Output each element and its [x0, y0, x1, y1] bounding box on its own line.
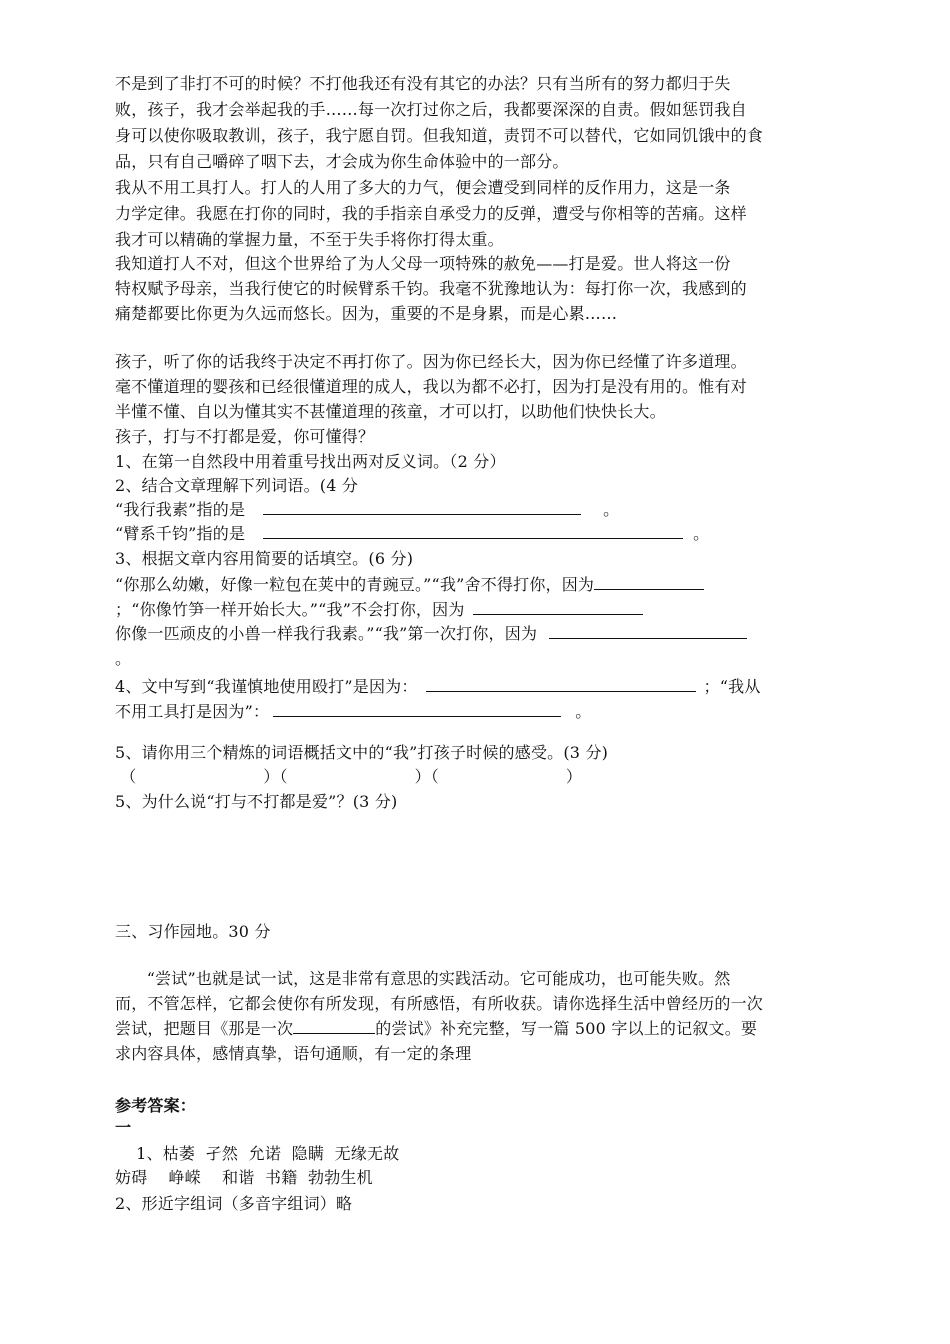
writing-line: “尝试”也就是试一试，这是非常有意思的实践活动。它可能成功，也可能失败。然 [115, 969, 731, 988]
passage-line: 我知道打人不对，但这个世界给了为人父母一项特殊的赦免——打是爱。世人将这一份 [115, 254, 731, 273]
answer-blank[interactable] [263, 523, 683, 539]
question-4: 4、文中写到“我谨慎地使用殴打”是因为： ；“我从 [115, 677, 761, 696]
question-4-line: 不用工具打是因为”： 。 [115, 702, 592, 721]
passage-line: 孩子，听了你的话我终于决定不再打你了。因为你已经长大，因为你已经懂了许多道理。 [115, 352, 747, 371]
question-2b: “臂系千钧”指的是 。 [115, 524, 710, 543]
writing-heading: 三、习作园地。30 分 [115, 922, 271, 941]
writing-line: 尝试，把题目《那是一次 的尝试》补充完整，写一篇 500 字以上的记叙文。要 [115, 1019, 758, 1038]
passage-line: 我从不用工具打人。打人的人用了多大的力气，便会遭受到同样的反作用力，这是一条 [115, 178, 731, 197]
passage-line: 不是到了非打不可的时候？不打他我还有没有其它的办法？只有当所有的努力都归于失 [115, 74, 731, 93]
passage-line: 力学定律。我愿在打你的同时，我的手指亲自承受力的反弹，遭受与你相等的苦痛。这样 [115, 204, 747, 223]
writing-line: 求内容具体，感情真挚，语句通顺，有一定的条理 [115, 1044, 472, 1063]
passage-line: 毫不懂道理的婴孩和已经很懂道理的成人，我以为都不必打，因为打是没有用的。惟有对 [115, 377, 747, 396]
question-2: 2、结合文章理解下列词语。(4 分 [115, 476, 359, 495]
question-5b: 5、为什么说“打与不打都是爱”？(3 分) [115, 792, 398, 811]
passage-line: 孩子，打与不打都是爱，你可懂得？ [115, 427, 375, 446]
passage-line: 特权赋予母亲，当我行使它的时候臂系千钧。我毫不犹豫地认为：每打你一次，我感到的 [115, 279, 747, 298]
answers-heading: 参考答案： [115, 1096, 197, 1115]
answer-blank[interactable] [263, 499, 581, 515]
answer-blank[interactable] [473, 599, 643, 615]
writing-line: 而，不管怎样，它都会使你有所发现，有所感悟，有所收获。请你选择生活中曾经历的一次 [115, 994, 764, 1013]
question-3-line: “你那么幼嫩，好像一粒包在荚中的青豌豆。”“我”舍不得打你，因为 [115, 573, 704, 597]
answer-blank[interactable] [594, 574, 704, 590]
passage-line: 痛楚都要比你更为久远而悠长。因为，重要的不是身累，而是心累…… [115, 304, 618, 323]
question-5a: 5、请你用三个精炼的词语概括文中的“我”打孩子时候的感受。(3 分) [115, 743, 609, 762]
answer-line: 1、枯萎 孑然 允诺 隐瞒 无缘无故 [115, 1144, 400, 1163]
question-1: 1、在第一自然段中用着重号找出两对反义词。（2 分） [115, 452, 506, 471]
question-3-line: 你像一匹顽皮的小兽一样我行我素。”“我”第一次打你，因为 [115, 622, 747, 646]
passage-line: 败，孩子，我才会举起我的手……每一次打过你之后，我都要深深的自责。假如惩罚我自 [115, 100, 747, 119]
title-blank[interactable] [293, 1018, 375, 1034]
question-2a: “我行我素”指的是 。 [115, 500, 620, 519]
answer-blank[interactable] [273, 701, 561, 717]
question-3: 3、根据文章内容用简要的话填空。(6 分) [115, 549, 414, 568]
question-2b-label: “臂系千钧”指的是 [115, 524, 246, 543]
answer-blank[interactable] [549, 623, 747, 639]
question-5a-answer-parens[interactable]: （ ）（ ）（ ） [115, 767, 583, 786]
answer-line: 2、形近字组词（多音字组词）略 [115, 1194, 353, 1213]
question-2a-label: “我行我素”指的是 [115, 500, 246, 519]
question-3-line: 。 [115, 649, 132, 668]
answer-blank[interactable] [426, 676, 696, 692]
passage-line: 我才可以精确的掌握力量，不至于失手将你打得太重。 [115, 230, 504, 249]
passage-line: 身可以使你吸取教训，孩子，我宁愿自罚。但我知道，责罚不可以替代，它如同饥饿中的食 [115, 126, 764, 145]
passage-line: 半懂不懂、自以为懂其实不甚懂道理的孩童，才可以打，以助他们快快长大。 [115, 402, 666, 421]
answers-section: 一 [115, 1118, 132, 1137]
passage-line: 品，只有自己嚼碎了咽下去，才会成为你生命体验中的一部分。 [115, 152, 569, 171]
question-3-line: ；“你像竹笋一样开始长大。”“我”不会打你，因为 [115, 598, 643, 622]
answer-line: 妨碍 峥嵘 和谐 书籍 勃勃生机 [115, 1168, 373, 1187]
